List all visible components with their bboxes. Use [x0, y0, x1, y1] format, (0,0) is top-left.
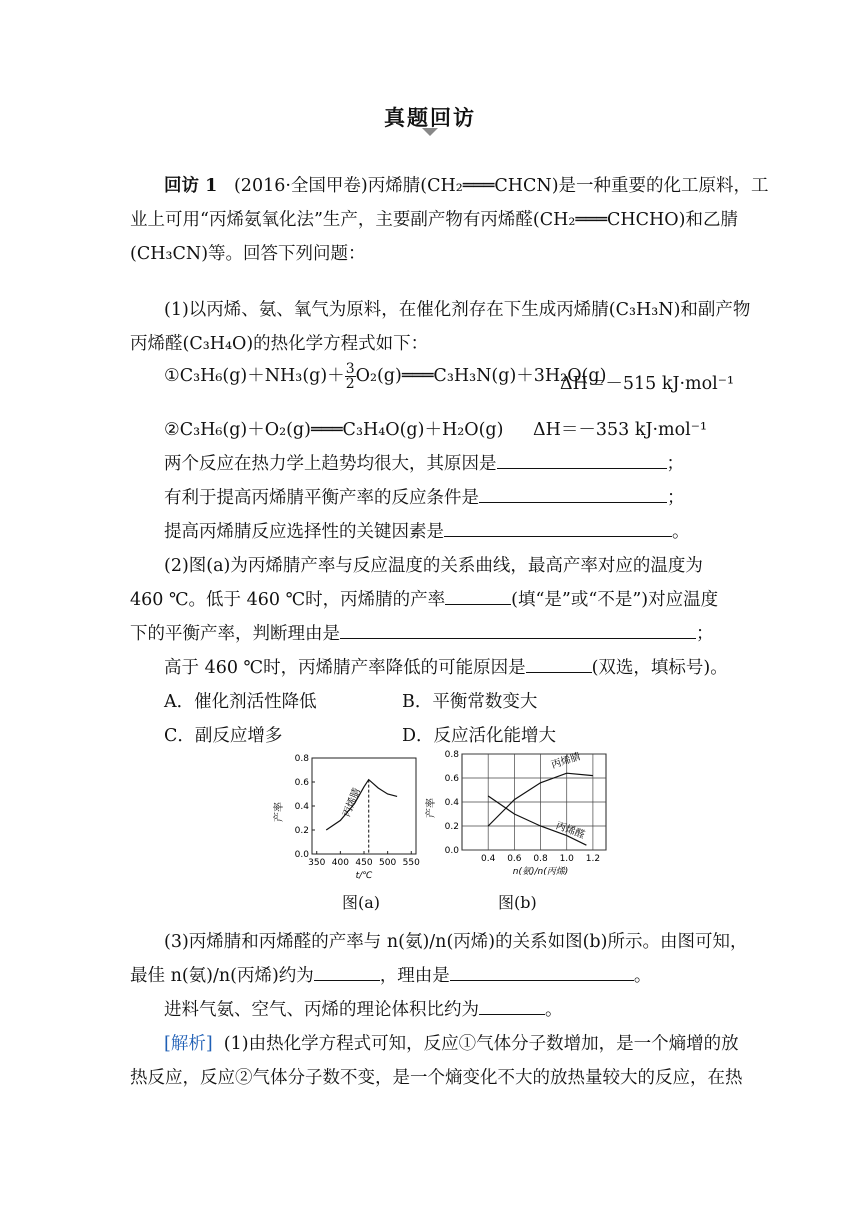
figure-b-chart [424, 748, 620, 886]
y-tick-label: 0.8 [294, 754, 309, 764]
page-title: 真题回访 [384, 105, 476, 130]
eq1-enthalpy: ΔH＝－515 kJ·mol⁻¹ [560, 374, 735, 394]
ask1-text: 两个反应在热力学上趋势均很大，其原因是 [164, 454, 497, 474]
x-axis-label: t/℃ [355, 871, 373, 881]
plot-frame [312, 758, 416, 854]
q2-line-3-end: ； [696, 624, 714, 644]
equation-1 [164, 362, 606, 391]
y-tick-label: 0.0 [444, 846, 459, 856]
q3-line-2-end: 。 [633, 966, 652, 986]
intro-line-2: 业上可用“丙烯氨氧化法”生产，主要副产物有丙烯醛(CH₂═══CHCHO)和乙腈 [130, 210, 738, 230]
ask1-end: ； [666, 454, 684, 474]
ask2-text: 有利于提高丙烯腈平衡产率的反应条件是 [164, 488, 479, 508]
fraction-3-2 [345, 362, 356, 391]
answer-blank[interactable] [445, 590, 511, 605]
q3-line-3-end: 。 [545, 1000, 563, 1020]
q1-line-1: (1)以丙烯、氨、氧气为原料，在催化剂存在下生成丙烯腈(C₃H₃N)和副产物 [164, 300, 751, 320]
x-tick-label: 450 [355, 858, 373, 868]
y-axis-label: 产率 [426, 798, 437, 818]
y-tick-label: 0.6 [444, 774, 459, 784]
q2-line-4 [164, 654, 728, 679]
answer-blank[interactable] [479, 488, 667, 503]
q3-line-2a: 最佳 n(氨)/n(丙烯)约为 [130, 966, 314, 986]
curve-label-top: 丙烯腈 [549, 751, 582, 772]
ask3-text: 提高丙烯腈反应选择性的关键因素是 [164, 522, 444, 542]
q1-ask-1 [164, 450, 684, 475]
eq1-left: ①C₃H₆(g)＋NH₃(g)＋ [164, 366, 345, 386]
q3-line-2 [130, 962, 651, 987]
x-tick-label: 0.8 [533, 854, 548, 864]
x-tick-label: 500 [379, 858, 397, 868]
q2-line-3a: 下的平衡产率，判断理由是 [130, 624, 340, 644]
x-tick-label: 1.0 [559, 854, 574, 864]
y-tick-label: 0.2 [444, 822, 459, 832]
analysis-text-1: (1)由热化学方程式可知，反应①气体分子数增加，是一个熵增的放 [223, 1034, 739, 1054]
fraction-num: 3 [345, 361, 355, 377]
x-tick-label: 400 [331, 858, 349, 868]
x-axis-label: n(氨)/n(丙烯) [512, 867, 569, 877]
answer-blank[interactable] [314, 966, 380, 981]
q3-line-3a: 进料气氨、空气、丙烯的理论体积比约为 [164, 1000, 479, 1020]
intro-text-1: (2016·全国甲卷)丙烯腈(CH₂═══CHCN)是一种重要的化工原料，工 [233, 176, 769, 196]
answer-blank[interactable] [497, 454, 667, 469]
curve-acrolein [488, 796, 586, 845]
title-marker-icon [422, 128, 438, 136]
x-tick-label: 1.2 [585, 854, 601, 864]
answer-blank[interactable] [444, 522, 672, 537]
curve-label-bottom: 丙烯醛 [554, 820, 587, 842]
option-a: A．催化剂活性降低 [164, 692, 317, 712]
equation-2: ②C₃H₆(g)＋O₂(g)═══C₃H₄O(g)＋H₂O(g) [164, 420, 504, 440]
q1-ask-2 [164, 484, 685, 509]
q2-line-1: (2)图(a)为丙烯腈产率与反应温度的关系曲线，最高产率对应的温度为 [164, 556, 703, 576]
intro-line-1 [164, 172, 769, 197]
option-d: D．反应活化能增大 [402, 726, 557, 746]
y-tick-label: 0.8 [444, 750, 459, 760]
eq1-right: O₂(g)═══C₃H₃N(g)＋3H₂O(g) [355, 366, 607, 386]
eq2-enthalpy: ΔH＝－353 kJ·mol⁻¹ [533, 420, 708, 440]
y-tick-label: 0.6 [294, 778, 309, 788]
answer-blank[interactable] [450, 966, 634, 981]
q3-line-3 [164, 996, 563, 1021]
q3-line-1: (3)丙烯腈和丙烯醛的产率与 n(氨)/n(丙烯)的关系如图(b)所示。由图可知， [164, 932, 748, 952]
y-axis-label: 产率 [274, 802, 285, 822]
ask2-end: ； [667, 488, 685, 508]
analysis-line-2: 热反应，反应②气体分子数不变，是一个熵变化不大的放热量较大的反应，在热 [130, 1068, 743, 1088]
y-tick-label: 0.0 [294, 850, 309, 860]
answer-blank[interactable] [526, 658, 592, 673]
option-b: B．平衡常数变大 [402, 692, 538, 712]
ask3-end: 。 [672, 522, 690, 542]
q2-line-3 [130, 620, 714, 645]
q3-line-2b: ，理由是 [379, 966, 450, 986]
figure-b-caption: 图(b) [498, 893, 537, 912]
intro-line-3: (CH₃CN)等。回答下列问题： [130, 244, 366, 264]
y-tick-label: 0.4 [294, 802, 309, 812]
q2-line-4a: 高于 460 ℃时，丙烯腈产率降低的可能原因是 [164, 658, 526, 678]
curve-label: 丙烯腈 [341, 786, 363, 819]
curve-acrylonitrile [326, 780, 397, 830]
q2-line-2 [130, 586, 718, 611]
y-tick-label: 0.4 [444, 798, 459, 808]
q2-line-4b: (双选，填标号)。 [591, 658, 728, 678]
figure-a-chart [268, 750, 428, 885]
option-c: C．副反应增多 [164, 726, 283, 746]
x-tick-label: 0.4 [481, 854, 496, 864]
analysis-tag: [解析] [164, 1034, 213, 1054]
answer-blank[interactable] [340, 624, 696, 639]
x-tick-label: 350 [308, 858, 326, 868]
q1-line-2: 丙烯醛(C₃H₄O)的热化学方程式如下： [130, 334, 429, 354]
figure-a-caption: 图(a) [342, 893, 381, 912]
y-tick-label: 0.2 [294, 826, 309, 836]
q2-line-2b: (填“是”或“不是”)对应温度 [511, 590, 719, 610]
fraction-den: 2 [345, 376, 355, 392]
x-tick-label: 0.6 [507, 854, 522, 864]
q1-ask-3 [164, 518, 690, 543]
answer-blank[interactable] [479, 1000, 545, 1015]
x-tick-label: 550 [402, 858, 420, 868]
intro-label: 回访 1 [164, 176, 218, 196]
analysis-line-1 [164, 1030, 739, 1055]
q2-line-2a: 460 ℃。低于 460 ℃时，丙烯腈的产率 [130, 590, 446, 610]
